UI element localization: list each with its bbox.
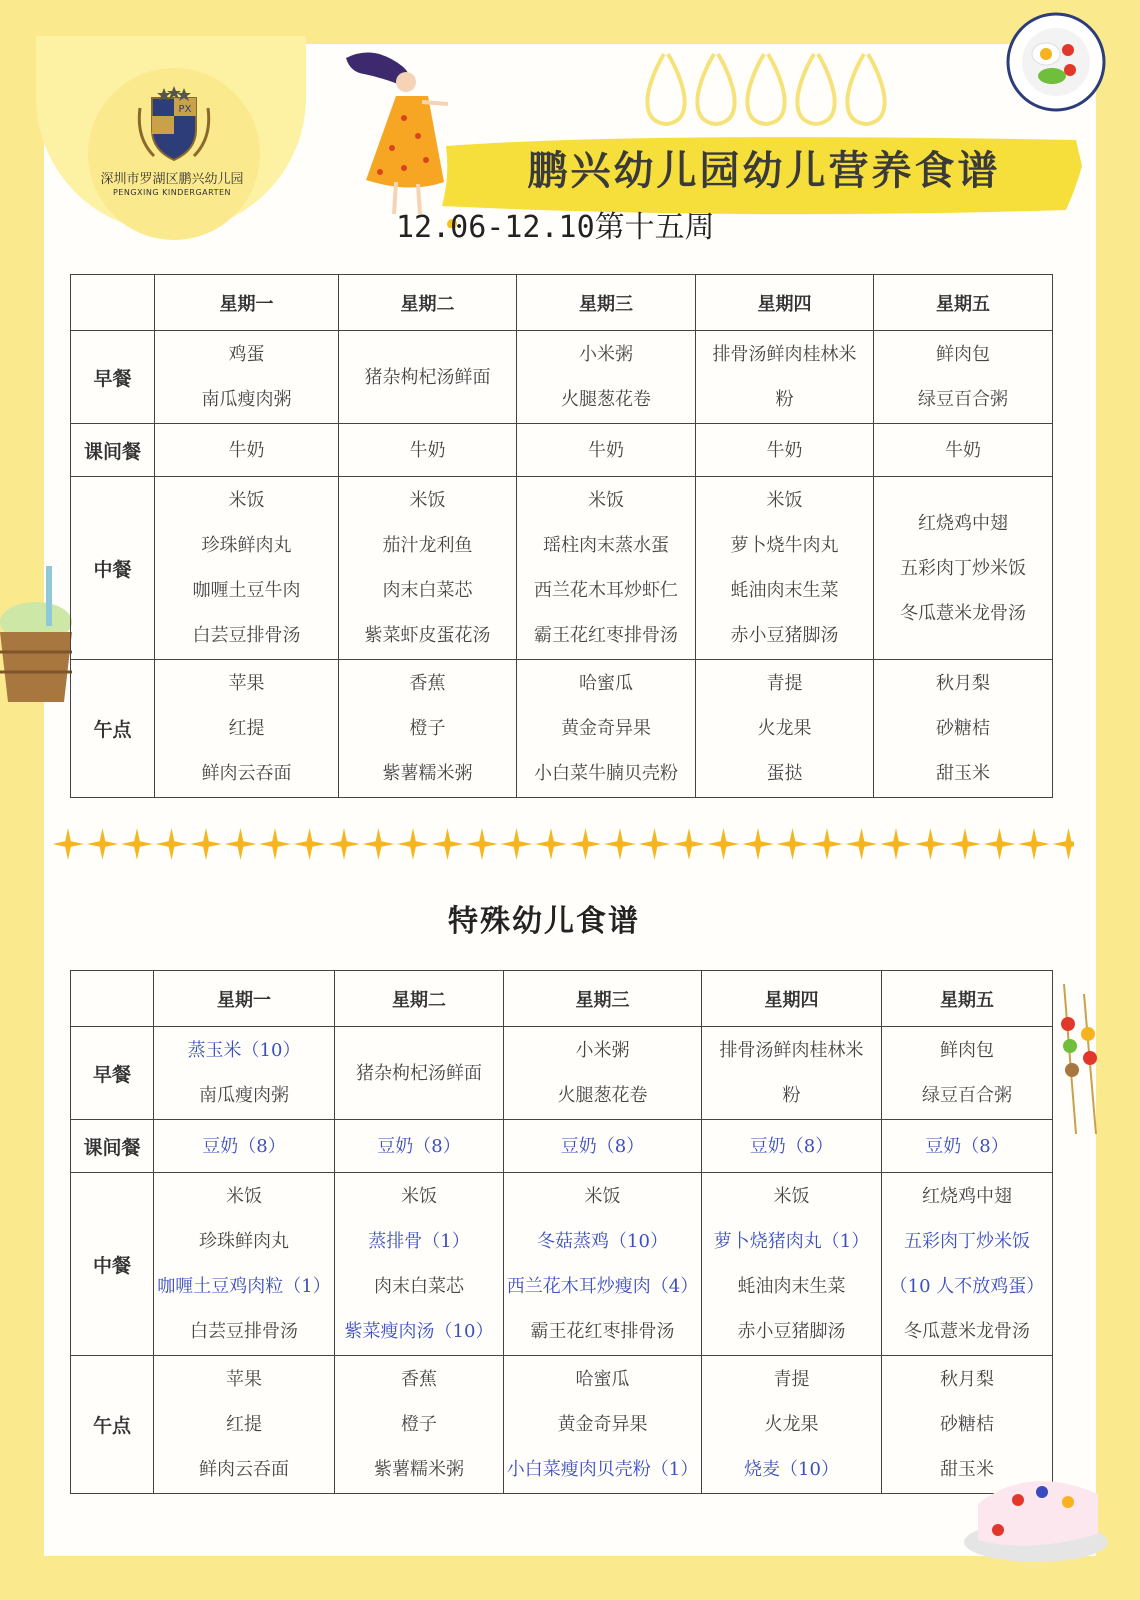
menu-cell	[517, 660, 696, 798]
dish-item: 白芸豆排骨汤	[190, 1321, 298, 1342]
dish-item: 青提	[773, 1369, 810, 1390]
dish-item: 豆奶（8）	[560, 1135, 645, 1157]
star-icon	[984, 828, 1016, 860]
star-icon	[54, 828, 84, 860]
meal-label: 中餐	[71, 1173, 154, 1356]
basket-illustration	[0, 562, 72, 712]
day-header: 星期五	[882, 971, 1053, 1027]
day-header: 星期五	[874, 275, 1053, 331]
star-icon	[811, 828, 843, 860]
svg-text:PX: PX	[178, 104, 192, 115]
dish-item: 黄金奇异果	[561, 718, 651, 739]
star-icon	[673, 828, 705, 860]
menu-cell	[154, 1173, 335, 1356]
day-header: 星期四	[702, 971, 882, 1027]
star-icon	[501, 828, 533, 860]
dish-item: 猪杂枸杞汤鲜面	[356, 1062, 482, 1084]
menu-table	[70, 274, 1053, 798]
menu-cell	[154, 1120, 335, 1173]
dish-item: 香蕉	[401, 1369, 437, 1390]
star-icon	[432, 828, 464, 860]
dish-item: 红烧鸡中翅	[922, 1186, 1012, 1207]
menu-cell	[504, 1027, 702, 1120]
corner-cell	[71, 971, 154, 1027]
day-header: 星期二	[335, 971, 504, 1027]
star-icon	[294, 828, 326, 860]
star-divider	[54, 822, 1074, 866]
menu-cell	[335, 1027, 504, 1120]
meal-row	[71, 1120, 1053, 1173]
star-icon	[777, 828, 809, 860]
dish-item: 米饭	[766, 490, 803, 511]
dish-item: 瑶柱肉末蒸水蛋	[543, 535, 669, 556]
dish-item: 米饭	[773, 1186, 810, 1207]
day-header: 星期四	[696, 275, 874, 331]
dish-item: 五彩肉丁炒米饭	[904, 1231, 1030, 1252]
dish-item: 蛋挞	[766, 763, 803, 784]
dish-item: 米饭	[588, 490, 624, 511]
dish-item: 豆奶（8）	[202, 1135, 286, 1157]
dish-item: 紫菜虾皮蛋花汤	[364, 625, 491, 646]
special-menu-title: 特殊幼儿食谱	[448, 904, 640, 939]
dish-item: 甜玉米	[940, 1459, 994, 1480]
header-row	[71, 971, 1053, 1027]
dish-item: 五彩肉丁炒米饭	[900, 557, 1026, 579]
dish-item: 西兰花木耳炒虾仁	[534, 580, 678, 601]
menu-cell	[882, 1120, 1053, 1173]
star-icon	[535, 828, 567, 860]
star-icon	[363, 828, 395, 860]
star-icon	[1018, 828, 1050, 860]
dish-item: 牛奶	[409, 439, 446, 461]
meal-row	[71, 331, 1053, 424]
dish-item: 猪杂枸杞汤鲜面	[364, 366, 491, 388]
dish-item: 黄金奇异果	[557, 1414, 648, 1435]
dish-item: 米饭	[228, 490, 265, 511]
menu-cell	[517, 331, 696, 424]
dish-item: 绿豆百合粥	[922, 1085, 1012, 1106]
dish-item: 排骨汤鲜肉桂林米	[712, 344, 857, 365]
menu-cell	[696, 331, 874, 424]
dish-item: 哈蜜瓜	[579, 673, 633, 694]
dish-item: 蒸玉米（10）	[187, 1040, 301, 1061]
header-row	[71, 275, 1053, 331]
meal-label: 早餐	[71, 331, 155, 424]
dish-item: 肉末白菜芯	[374, 1276, 464, 1297]
dish-item: （10 人不放鸡蛋）	[889, 1276, 1045, 1297]
dish-item: 霸王花红枣排骨汤	[534, 625, 678, 646]
menu-cell	[874, 331, 1053, 424]
meal-label: 午点	[71, 1356, 154, 1494]
school-name: 深圳市罗湖区鹏兴幼儿园	[100, 172, 244, 187]
star-icon	[259, 828, 291, 860]
day-header: 星期三	[504, 971, 702, 1027]
meal-row	[71, 424, 1053, 477]
meal-label: 早餐	[71, 1027, 154, 1120]
menu-cell	[339, 331, 517, 424]
dish-item: 橙子	[401, 1414, 437, 1435]
page-title: 鹏兴幼儿园幼儿营养食谱	[527, 148, 1001, 194]
dish-item: 米饭	[584, 1186, 621, 1207]
dish-item: 萝卜烧猪肉丸（1）	[713, 1231, 870, 1252]
dish-item: 白芸豆排骨汤	[192, 625, 301, 646]
menu-cell	[504, 1120, 702, 1173]
dish-item: 鲜肉包	[936, 344, 990, 365]
dish-item: 牛奶	[945, 439, 981, 461]
dish-item: 红提	[226, 1414, 262, 1435]
dish-item: 咖喱土豆牛肉	[192, 580, 301, 601]
menu-page	[44, 44, 1096, 1556]
menu-cell	[702, 1356, 882, 1494]
dish-item: 米饭	[409, 490, 446, 511]
menu-cell	[155, 331, 339, 424]
dish-item: 冬瓜薏米龙骨汤	[904, 1321, 1030, 1342]
menu-cell	[155, 424, 339, 477]
menu-cell	[696, 660, 874, 798]
star-icon	[87, 828, 119, 860]
dish-item: 橙子	[409, 718, 446, 739]
dish-item: 鲜肉包	[940, 1040, 994, 1061]
dish-item: 小米粥	[579, 344, 633, 365]
dish-item: 紫菜瘦肉汤（10）	[344, 1321, 494, 1342]
dish-item: 西兰花木耳炒瘦肉（4）	[506, 1276, 699, 1297]
skewer-illustration	[1054, 984, 1104, 1134]
dish-item: 红烧鸡中翅	[918, 512, 1008, 534]
meal-label: 中餐	[71, 477, 155, 660]
menu-cell	[696, 424, 874, 477]
dish-item: 萝卜烧牛肉丸	[730, 535, 839, 556]
star-icon	[156, 828, 188, 860]
menu-cell	[154, 1356, 335, 1494]
star-icon	[328, 828, 360, 860]
menu-cell	[335, 1120, 504, 1173]
meal-label: 课间餐	[71, 1120, 154, 1173]
dish-item: 红提	[228, 718, 265, 739]
dish-item: 火腿葱花卷	[561, 389, 651, 410]
meal-row	[71, 1356, 1053, 1494]
school-logo-icon	[134, 84, 214, 168]
dish-item: 珍珠鲜肉丸	[201, 535, 292, 556]
menu-cell	[504, 1356, 702, 1494]
menu-cell	[702, 1173, 882, 1356]
menu-cell	[702, 1027, 882, 1120]
dish-item: 豆奶（8）	[377, 1135, 461, 1157]
dish-item: 粉	[775, 389, 794, 410]
dish-item: 鲜肉云吞面	[201, 763, 292, 784]
star-icon	[466, 828, 498, 860]
menu-cell	[154, 1027, 335, 1120]
dish-item: 赤小豆猪脚汤	[737, 1321, 846, 1342]
meal-row	[71, 477, 1053, 660]
dish-item: 紫薯糯米粥	[382, 763, 473, 784]
dish-item: 冬瓜薏米龙骨汤	[900, 602, 1026, 624]
day-header: 星期三	[517, 275, 696, 331]
menu-cell	[702, 1120, 882, 1173]
star-icon	[570, 828, 602, 860]
dish-item: 牛奶	[766, 439, 803, 461]
star-icon	[397, 828, 429, 860]
dish-item: 赤小豆猪脚汤	[730, 625, 839, 646]
dish-item: 牛奶	[228, 439, 265, 461]
star-icon	[846, 828, 878, 860]
school-name-en: PENGXING KINDERGARTEN	[112, 188, 232, 197]
dish-item: 甜玉米	[936, 763, 990, 784]
dish-item: 蒸排骨（1）	[368, 1231, 470, 1252]
dish-item: 米饭	[401, 1186, 437, 1207]
dish-item: 苹果	[226, 1369, 262, 1390]
star-icon	[121, 828, 153, 860]
star-icon	[880, 828, 912, 860]
salad-plate-icon	[1004, 10, 1108, 114]
dish-item: 紫薯糯米粥	[374, 1459, 464, 1480]
dish-item: 苹果	[228, 673, 265, 694]
star-icon	[639, 828, 671, 860]
day-header: 星期一	[154, 971, 335, 1027]
menu-cell	[335, 1173, 504, 1356]
dish-item: 火龙果	[764, 1414, 819, 1435]
dish-item: 鲜肉云吞面	[199, 1459, 289, 1480]
menu-cell	[339, 424, 517, 477]
star-icon	[604, 828, 636, 860]
meal-row	[71, 660, 1053, 798]
menu-cell	[882, 1027, 1053, 1120]
star-icon	[915, 828, 947, 860]
special-menu-table	[70, 970, 1053, 1494]
dish-item: 霸王花红枣排骨汤	[530, 1321, 675, 1342]
menu-cell	[517, 477, 696, 660]
dish-item: 香蕉	[409, 673, 446, 694]
dish-item: 排骨汤鲜肉桂林米	[719, 1040, 864, 1061]
menu-cell	[339, 660, 517, 798]
menu-cell	[155, 660, 339, 798]
dish-item: 南瓜瘦肉粥	[201, 389, 292, 410]
dish-item: 茄汁龙利鱼	[382, 535, 473, 556]
menu-cell	[696, 477, 874, 660]
dish-item: 烧麦（10）	[744, 1459, 839, 1480]
pear-decoration	[634, 44, 904, 128]
dish-item: 秋月梨	[936, 673, 990, 694]
star-icon	[1053, 828, 1075, 860]
dish-item: 肉末白菜芯	[382, 580, 473, 601]
star-icon	[190, 828, 222, 860]
menu-cell	[335, 1356, 504, 1494]
meal-label: 午点	[71, 660, 155, 798]
star-icon	[949, 828, 981, 860]
meal-row	[71, 1173, 1053, 1356]
dish-item: 火腿葱花卷	[557, 1085, 648, 1106]
meal-label: 课间餐	[71, 424, 155, 477]
menu-cell	[504, 1173, 702, 1356]
dish-item: 牛奶	[588, 439, 624, 461]
dish-item: 哈蜜瓜	[575, 1369, 630, 1390]
dish-item: 青提	[766, 673, 803, 694]
day-header: 星期二	[339, 275, 517, 331]
dish-item: 冬菇蒸鸡（10）	[537, 1231, 668, 1252]
dish-item: 南瓜瘦肉粥	[199, 1085, 289, 1106]
menu-cell	[517, 424, 696, 477]
menu-cell	[339, 477, 517, 660]
dish-item: 珍珠鲜肉丸	[199, 1231, 289, 1252]
dish-item: 蚝油肉末生菜	[737, 1276, 846, 1297]
dish-item: 蚝油肉末生菜	[730, 580, 839, 601]
menu-cell	[874, 424, 1053, 477]
star-icon	[225, 828, 257, 860]
dish-item: 绿豆百合粥	[918, 389, 1008, 410]
star-icon	[708, 828, 740, 860]
dish-item: 粉	[782, 1085, 801, 1106]
dish-item: 米饭	[226, 1186, 262, 1207]
dish-item: 小白菜牛腩贝壳粉	[534, 763, 678, 784]
dish-item: 火龙果	[757, 718, 812, 739]
meal-row	[71, 1027, 1053, 1120]
dish-item: 秋月梨	[940, 1369, 994, 1390]
corner-cell	[71, 275, 155, 331]
menu-cell	[882, 1173, 1053, 1356]
week-label: 12.06-12.10第十五周	[396, 210, 715, 245]
dish-item: 小米粥	[575, 1040, 630, 1061]
day-header: 星期一	[155, 275, 339, 331]
star-icon	[742, 828, 774, 860]
menu-cell	[874, 477, 1053, 660]
menu-cell	[155, 477, 339, 660]
menu-cell	[874, 660, 1053, 798]
dish-item: 咖喱土豆鸡肉粒（1）	[157, 1276, 331, 1297]
dish-item: 豆奶（8）	[749, 1135, 834, 1157]
dish-item: 豆奶（8）	[925, 1135, 1009, 1157]
cake-illustration	[958, 1444, 1108, 1564]
dish-item: 鸡蛋	[228, 344, 265, 365]
dish-item: 砂糖桔	[936, 718, 990, 739]
dish-item: 小白菜瘦肉贝壳粉（1）	[506, 1459, 699, 1480]
dish-item: 砂糖桔	[940, 1414, 994, 1435]
